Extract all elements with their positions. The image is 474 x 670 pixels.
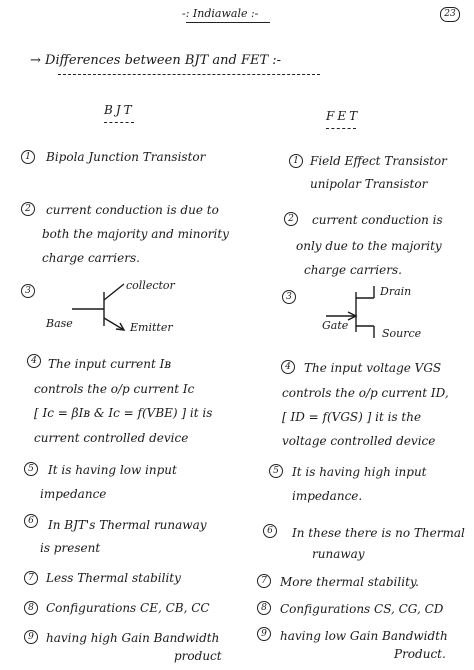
fet-point-2-number: 2 (284, 212, 298, 226)
bjt-point-2-line-1: current conduction is due to (46, 203, 219, 217)
fet-point-7-number: 7 (257, 574, 271, 588)
fet-point-1-line-2: unipolar Transistor (310, 177, 428, 191)
fet-point-2-line-3: charge carriers. (304, 263, 402, 277)
bjt-column-title: BJT (104, 103, 135, 117)
page-header-title: -: Indiawale :- (182, 7, 259, 20)
bjt-point-6-line-2: is present (40, 541, 101, 555)
bjt-point-4-line-3: [ Ic = βIʙ & Ic = f(VBE) ] it is (34, 406, 213, 420)
bjt-point-9-line-2: product (174, 649, 222, 663)
fet-point-8-line-1: Configurations CS, CG, CD (280, 602, 444, 616)
bjt-point-5-line-1: It is having low input (48, 463, 177, 477)
bjt-point-8-number: 8 (24, 601, 38, 615)
bjt-point-7-line-1: Less Thermal stability (46, 571, 181, 585)
fet-point-4-line-2: controls the o/p current ID, (282, 386, 449, 400)
fet-point-6-number: 6 (263, 524, 277, 538)
bjt-point-1-line-1: Bipola Junction Transistor (46, 150, 206, 164)
bjt-point-9-number: 9 (24, 630, 38, 644)
fet-point-9-line-2: Product. (394, 647, 446, 661)
fet-column-title: FET (326, 109, 361, 123)
bjt-title-underline (104, 122, 134, 123)
fet-point-8-number: 8 (257, 601, 271, 615)
bjt-base-label: Base (46, 317, 73, 330)
bjt-emitter-label: Emitter (130, 321, 173, 334)
heading-underline (58, 74, 320, 75)
fet-point-5-line-1: It is having high input (292, 465, 427, 479)
fet-gate-label: Gate (322, 319, 349, 332)
fet-point-4-line-3: [ ID = f(VGS) ] it is the (282, 410, 422, 424)
bjt-point-6-number: 6 (24, 514, 38, 528)
fet-point-1-line-1: Field Effect Transistor (310, 154, 447, 168)
bjt-point-2-number: 2 (21, 202, 35, 216)
bjt-point-7-number: 7 (24, 571, 38, 585)
bjt-point-4-line-4: current controlled device (34, 431, 189, 445)
fet-drain-label: Drain (380, 285, 412, 298)
fet-point-5-line-2: impedance. (292, 489, 363, 503)
bjt-point-9-line-1: having high Gain Bandwidth (46, 631, 220, 645)
header-underline (186, 22, 270, 23)
fet-point-6-line-1: In these there is no Thermal (292, 526, 465, 540)
fet-point-2-line-2: only due to the majority (296, 239, 442, 253)
fet-point-9-line-1: having low Gain Bandwidth (280, 629, 448, 643)
bjt-point-2-line-2: both the majority and minority (42, 227, 229, 241)
fet-point-3-number: 3 (282, 290, 296, 304)
fet-point-4-number: 4 (281, 360, 295, 374)
bjt-point-5-number: 5 (24, 462, 38, 476)
fet-point-7-line-1: More thermal stability. (280, 575, 419, 589)
fet-point-4-line-4: voltage controlled device (282, 434, 436, 448)
bjt-point-5-line-2: impedance (40, 487, 107, 501)
bjt-collector-label: collector (126, 279, 175, 292)
fet-point-6-line-2: runaway (312, 547, 365, 561)
fet-title-underline (326, 128, 356, 129)
page-heading: → Differences between BJT and FET :- (30, 53, 282, 68)
bjt-point-4-number: 4 (27, 354, 41, 368)
bjt-point-8-line-1: Configurations CE, CB, CC (46, 601, 210, 615)
page-number: 23 (440, 7, 460, 22)
fet-point-9-number: 9 (257, 627, 271, 641)
bjt-point-1-number: 1 (21, 150, 35, 164)
fet-point-1-number: 1 (289, 154, 303, 168)
bjt-point-4-line-2: controls the o/p current Ic (34, 382, 195, 396)
bjt-point-2-line-3: charge carriers. (42, 251, 140, 265)
fet-point-5-number: 5 (269, 464, 283, 478)
bjt-point-6-line-1: In BJT's Thermal runaway (48, 518, 207, 532)
fet-source-label: Source (382, 327, 422, 340)
fet-point-2-line-1: current conduction is (312, 213, 443, 227)
bjt-point-4-line-1: The input current Iʙ (48, 357, 172, 371)
fet-point-4-line-1: The input voltage VGS (304, 361, 442, 375)
bjt-point-3-number: 3 (21, 284, 35, 298)
fet-transistor-symbol (326, 282, 386, 342)
